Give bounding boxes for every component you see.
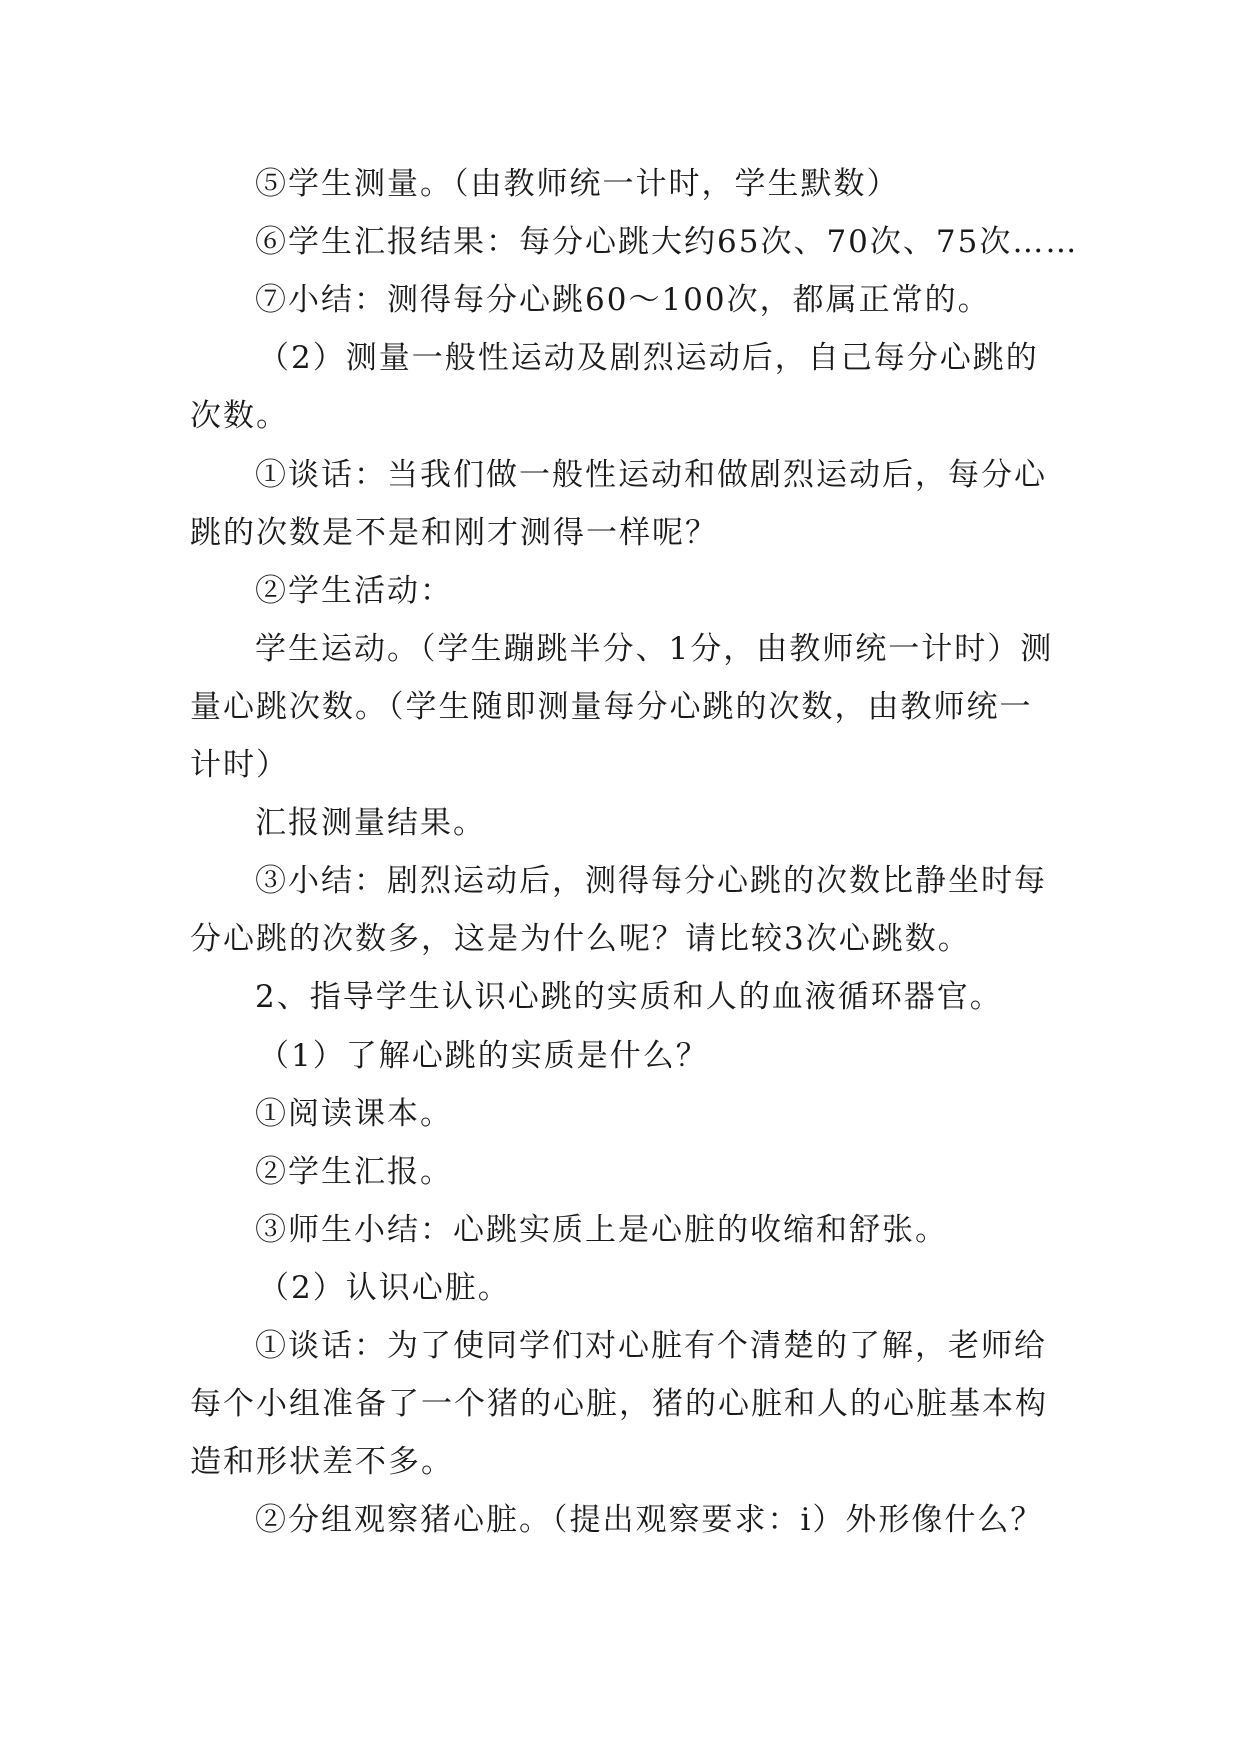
text-line: ①谈话：当我们做一般性运动和做剧烈运动后，每分心 — [255, 457, 1047, 493]
text-line: 分心跳的次数多，这是为什么呢？请比较3次心跳数。 — [190, 921, 971, 957]
text-line: 汇报测量结果。 — [255, 805, 486, 841]
text-line: ⑥学生汇报结果：每分心跳大约65次、70次、75次…… — [255, 224, 1079, 260]
text-line: 学生运动。（学生蹦跳半分、1分，由教师统一计时）测 — [255, 631, 1054, 667]
text-line: 量心跳次数。（学生随即测量每分心跳的次数，由教师统一 — [190, 689, 1033, 725]
text-line: ②学生活动： — [255, 573, 453, 609]
text-line: ⑦小结：测得每分心跳60～100次，都属正常的。 — [255, 282, 991, 318]
text-line: ①阅读课本。 — [255, 1096, 453, 1132]
text-line: （2）认识心脏。 — [258, 1270, 511, 1306]
text-line: ③小结：剧烈运动后，测得每分心跳的次数比静坐时每 — [255, 863, 1047, 899]
text-line: ⑤学生测量。（由教师统一计时，学生默数） — [255, 166, 900, 202]
text-line: 计时） — [190, 747, 289, 783]
text-line: 2、指导学生认识心跳的实质和人的血液循环器官。 — [255, 979, 1003, 1015]
text-line: 跳的次数是不是和刚才测得一样呢？ — [190, 515, 718, 551]
text-line: ③师生小结：心跳实质上是心脏的收缩和舒张。 — [255, 1212, 948, 1248]
text-line: （2）测量一般性运动及剧烈运动后，自己每分心跳的 — [258, 340, 1039, 376]
text-line: ②分组观察猪心脏。（提出观察要求：i）外形像什么？ — [255, 1502, 1044, 1538]
text-line: 造和形状差不多。 — [190, 1444, 454, 1480]
text-line: ②学生汇报。 — [255, 1154, 453, 1190]
text-line: ①谈话：为了使同学们对心脏有个清楚的了解，老师给 — [255, 1328, 1047, 1364]
text-line: 每个小组准备了一个猪的心脏，猪的心脏和人的心脏基本构 — [190, 1386, 1048, 1422]
text-line: 次数。 — [190, 398, 289, 434]
text-line: （1）了解心跳的实质是什么？ — [258, 1038, 709, 1074]
